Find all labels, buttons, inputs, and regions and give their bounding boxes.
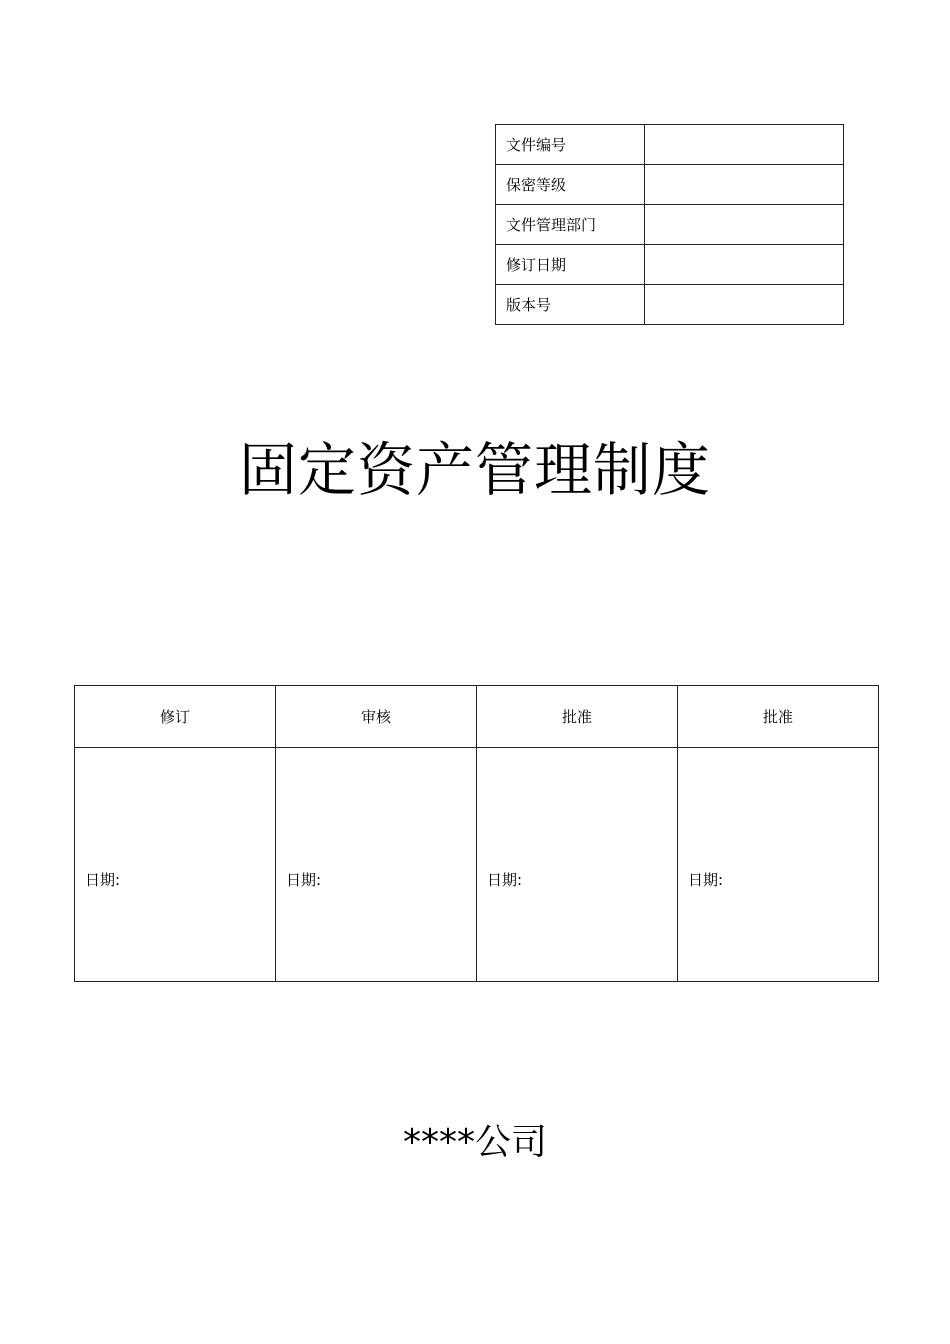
info-row-managing-dept xyxy=(496,205,844,245)
signature-cell-approve-2 xyxy=(678,748,879,982)
info-value-confidentiality xyxy=(645,165,844,205)
date-label: 日期: xyxy=(688,871,724,889)
date-label: 日期: xyxy=(286,871,322,889)
approval-signature-row xyxy=(75,748,879,982)
signature-cell-approve xyxy=(477,748,678,982)
info-row-revision-date xyxy=(496,245,844,285)
info-value-version xyxy=(645,285,844,325)
info-row-version xyxy=(496,285,844,325)
approval-table xyxy=(74,685,879,982)
info-label-confidentiality: 保密等级 xyxy=(496,165,645,205)
info-value-doc-number xyxy=(645,125,844,165)
date-label: 日期: xyxy=(85,871,121,889)
approval-header-revise: 修订 xyxy=(75,686,276,748)
info-row-doc-number xyxy=(496,125,844,165)
approval-header-row xyxy=(75,686,879,748)
info-label-version: 版本号 xyxy=(496,285,645,325)
document-title: 固定资产管理制度 xyxy=(238,436,711,504)
info-row-confidentiality xyxy=(496,165,844,205)
info-label-revision-date: 修订日期 xyxy=(496,245,645,285)
document-info-table xyxy=(495,124,844,325)
approval-header-approve: 批准 xyxy=(477,686,678,748)
info-value-revision-date xyxy=(645,245,844,285)
signature-cell-revise xyxy=(75,748,276,982)
company-name: ****公司 xyxy=(402,1122,547,1163)
info-label-doc-number: 文件编号 xyxy=(496,125,645,165)
date-label: 日期: xyxy=(487,871,523,889)
approval-header-approve-2: 批准 xyxy=(678,686,879,748)
info-label-managing-dept: 文件管理部门 xyxy=(496,205,645,245)
info-value-managing-dept xyxy=(645,205,844,245)
approval-header-review: 审核 xyxy=(276,686,477,748)
signature-cell-review xyxy=(276,748,477,982)
